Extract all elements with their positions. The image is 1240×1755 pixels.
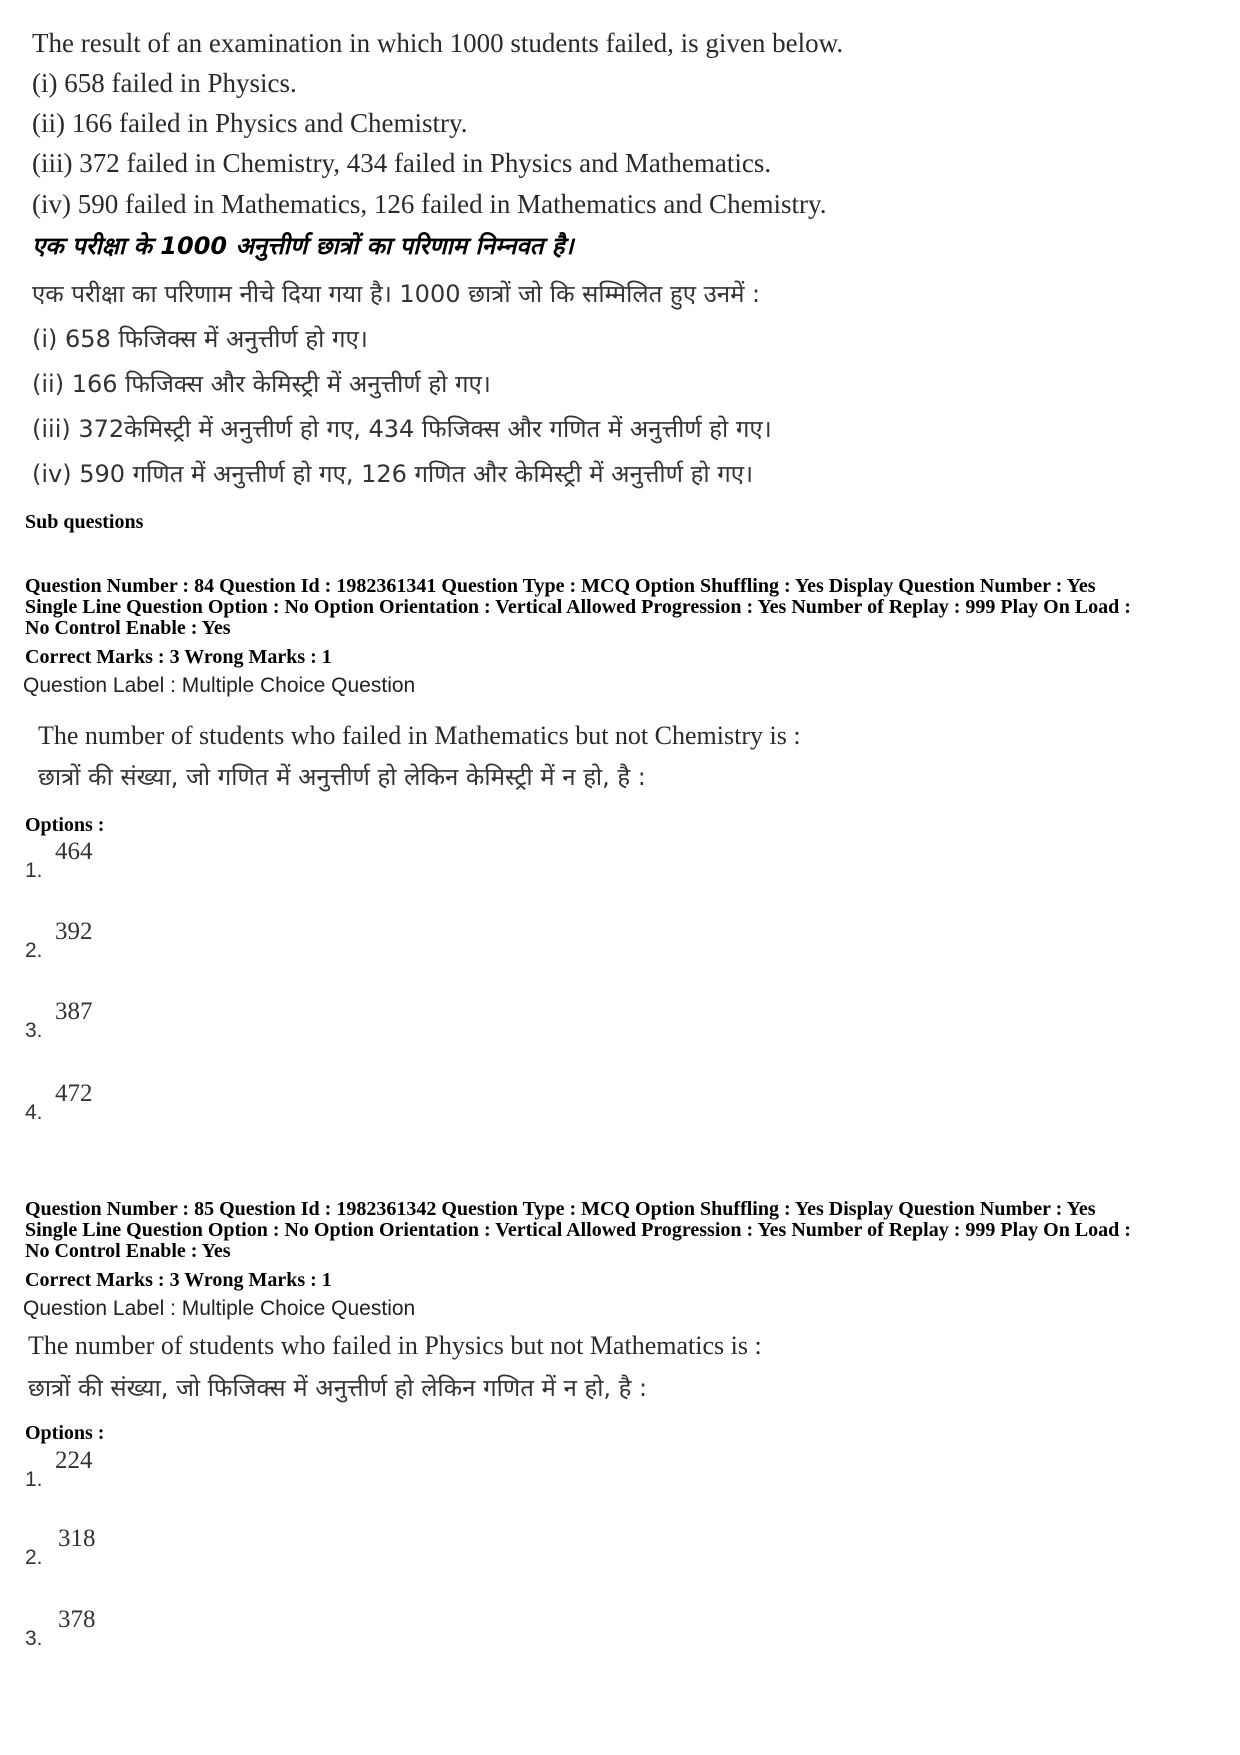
question-label: Question Label : Multiple Choice Question <box>23 1297 416 1320</box>
question-text-hindi: छात्रों की संख्या, जो फिजिक्स में अनुत्तीर्ण हो लेकिन गणित में न हो, है : <box>28 1374 648 1402</box>
question-text-hindi: छात्रों की संख्या, जो गणित में अनुत्तीर्ण हो लेकिन केमिस्ट्री में न हो, है : <box>38 763 646 791</box>
passage-hindi-heading: एक परीक्षा के 1000 अनुत्तीर्ण छात्रों का परिणाम निम्नवत है। <box>32 232 574 260</box>
passage-item: (i) 658 failed in Physics. <box>32 68 297 98</box>
passage-hindi-item: (i) 658 फिजिक्स में अनुत्तीर्ण हो गए। <box>32 325 368 353</box>
question-meta-line: Single Line Question Option : No Option Orientation : Vertical Allowed Progression : Yes Number of Replay : 999 Play On Load : <box>25 1219 1131 1241</box>
passage-hindi-intro: एक परीक्षा का परिणाम नीचे दिया गया है। 1000 छात्रों जो कि सम्मिलित हुए उनमें : <box>32 280 761 308</box>
option-value: 318 <box>58 1525 96 1552</box>
option-number: 4. <box>25 1101 43 1124</box>
question-meta-line: No Control Enable : Yes <box>25 617 231 639</box>
passage-hindi-item: (iv) 590 गणित में अनुत्तीर्ण हो गए, 126 गणित और केमिस्ट्री में अनुत्तीर्ण हो गए। <box>32 460 754 488</box>
option-number: 1. <box>25 859 43 882</box>
option-value: 472 <box>55 1080 93 1107</box>
options-heading: Options : <box>25 814 105 836</box>
passage-hindi-item: (iii) 372केमिस्ट्री में अनुत्तीर्ण हो गए, 434 फिजिक्स और गणित में अनुत्तीर्ण हो गए। <box>32 415 772 443</box>
options-heading: Options : <box>25 1422 105 1444</box>
option-value: 378 <box>58 1606 96 1633</box>
question-marks: Correct Marks : 3 Wrong Marks : 1 <box>25 646 332 668</box>
option-number: 2. <box>25 1546 43 1569</box>
option-number: 2. <box>25 939 43 962</box>
passage-intro: The result of an examination in which 1000 students failed, is given below. <box>32 28 844 58</box>
question-meta-line: Single Line Question Option : No Option Orientation : Vertical Allowed Progression : Yes Number of Replay : 999 Play On Load : <box>25 596 1131 618</box>
question-meta-line: Question Number : 84 Question Id : 1982361341 Question Type : MCQ Option Shuffling : Yes Display Question Number : Yes <box>25 575 1096 597</box>
option-value: 392 <box>55 918 93 945</box>
option-value: 224 <box>55 1447 93 1474</box>
question-label: Question Label : Multiple Choice Question <box>23 674 416 697</box>
option-number: 3. <box>25 1019 43 1042</box>
passage-item: (iv) 590 failed in Mathematics, 126 failed in Mathematics and Chemistry. <box>32 189 827 219</box>
question-meta-line: Question Number : 85 Question Id : 1982361342 Question Type : MCQ Option Shuffling : Yes Display Question Number : Yes <box>25 1198 1096 1220</box>
sub-questions-heading: Sub questions <box>25 511 144 533</box>
question-text-english: The number of students who failed in Physics but not Mathematics is : <box>28 1331 762 1360</box>
option-value: 387 <box>55 998 93 1025</box>
passage-item: (iii) 372 failed in Chemistry, 434 failed in Physics and Mathematics. <box>32 148 772 178</box>
passage-hindi-item: (ii) 166 फिजिक्स और केमिस्ट्री में अनुत्तीर्ण हो गए। <box>32 370 491 398</box>
option-number: 3. <box>25 1627 43 1650</box>
option-number: 1. <box>25 1468 43 1491</box>
option-value: 464 <box>55 838 93 865</box>
question-meta-line: No Control Enable : Yes <box>25 1240 231 1262</box>
passage-item: (ii) 166 failed in Physics and Chemistry. <box>32 108 468 138</box>
question-text-english: The number of students who failed in Mathematics but not Chemistry is : <box>38 721 801 750</box>
question-marks: Correct Marks : 3 Wrong Marks : 1 <box>25 1269 332 1291</box>
